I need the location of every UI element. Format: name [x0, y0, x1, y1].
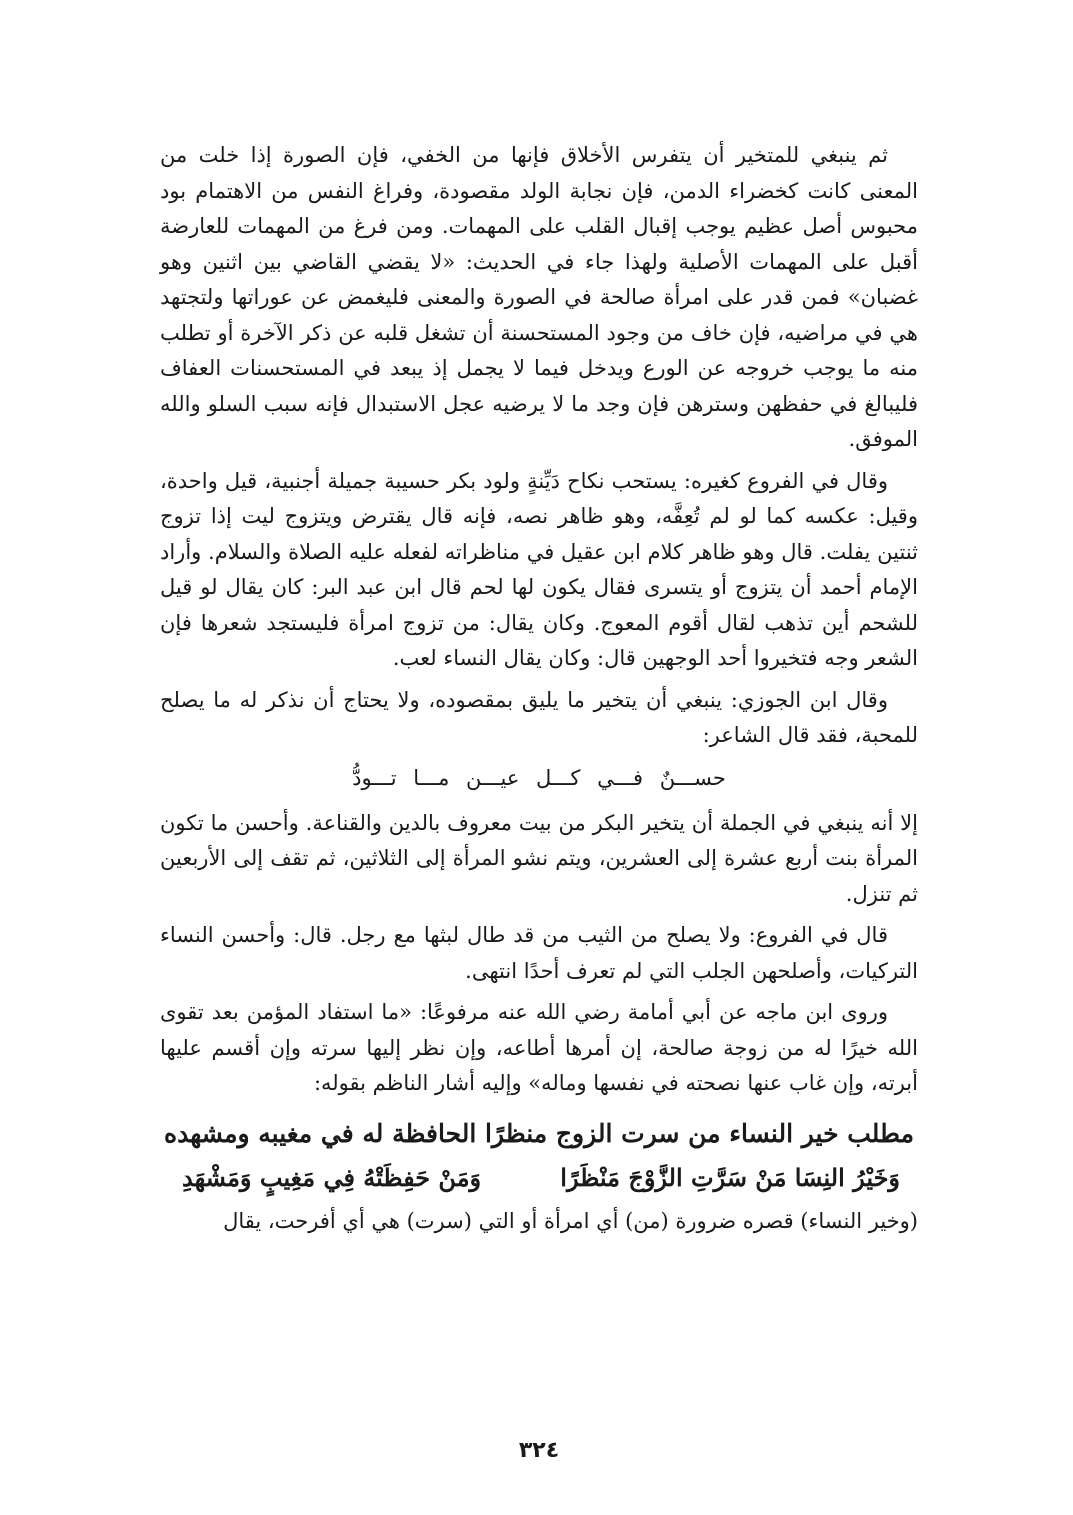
paragraph-furu-quote: وقال في الفروع كغيره: يستحب نكاح دَيِّنةٍ ولود بكر حسيبة جميلة أجنبية، قيل واحدة، وقيل: عكسه كما لو لم تُعِفَّه، وهو ظاهر نصه، فإنه قال يقترض ويتزوج ليت إذا تزوج ثنتين يفلت. قال وهو ظاهر كلام ابن عقيل في مناظراته لفعله عليه الصلاة والسلام. وأراد الإمام أحمد أن يتزوج أو يتسرى فقال يكون لها لحم قال ابن عبد البر: كان يقال لو قيل للشحم أين تذهب لقال أقوم المعوج. وكان يقال: من تزوج امرأة فليستجد شعرها فإن الشعر وجه فتخيروا أحد الوجهين قال: وكان يقال النساء لعب.	[160, 468, 918, 670]
section-heading: مطلب خير النساء من سرت الزوج منظرًا الحافظة له في مغيبه ومشهده	[164, 1118, 914, 1148]
poetry-verse: حســـنٌ فـــي كـــل عيـــن مـــا تـــودُّ	[352, 765, 726, 790]
paragraph-character-choice: ثم ينبغي للمتخير أن يتفرس الأخلاق فإنها من الخفي، فإن الصورة إذا خلت من المعنى كانت كخضراء الدمن، فإن نجابة الولد مقصودة، وفراغ النفس من الاهتمام بود محبوس أصل عظيم يوجب إقبال القلب على المهمات. ومن فرغ من المهمات للعارضة أقبل على المهمات الأصلية ولهذا جاء في الحديث: «لا يقضي القاضي بين اثنين وهو غضبان» فمن قدر على امرأة صالحة في الصورة والمعنى فليغمض عن عوراتها ولتجتهد هي في مراضيه، فإن خاف من وجود المستحسنة أن تشغل قلبه عن ذكر الآخرة أو تطلب منه ما يوجب خروجه عن الورع ويدخل فيما لا يجمل إذ يبعد في المستحسنات العفاف فليبالغ في حفظهن وسترهن فإن وجد ما لا يرضيه عجل الاستبدال فإنه سبب السلو والله الموفق.	[160, 143, 918, 451]
paragraph-ibn-al-jawzi: وقال ابن الجوزي: ينبغي أن يتخير ما يليق بمقصوده، ولا يحتاج أن نذكر له ما يصلح للمحبة، فقد قال الشاعر:	[160, 687, 918, 747]
paragraph-choosing-virgin: إلا أنه ينبغي في الجملة أن يتخير البكر من بيت معروف بالدين والقناعة. وأحسن ما تكون المرأة بنت أربع عشرة إلى العشرين، ويتم نشو المرأة إلى الثلاثين، ثم تقف إلى الأربعين ثم تنزل.	[160, 810, 918, 906]
poem-first-hemistich: وَخَيْرُ النِسَا مَنْ سَرَّتِ الزَّوْجَ مَنْظَرًا	[560, 1162, 900, 1192]
document-page	[160, 138, 918, 1498]
commentary-line: (وخير النساء) قصره ضرورة (من) أي امرأة أو التي (سرت) هي أي أفرحت، يقال	[223, 1208, 918, 1233]
poem-second-hemistich: وَمَنْ حَفِظَتْهُ فِي مَغِيبٍ وَمَشْهَدِ	[182, 1162, 482, 1192]
paragraph-furu-thayyib: قال في الفروع: ولا يصلح من الثيب من قد طال لبثها مع رجل. قال: وأحسن النساء التركيات، وأصلحهن الجلب التي لم تعرف أحدًا انتهى.	[160, 923, 918, 983]
page-number: ٣٢٤	[518, 1438, 560, 1463]
poem-line	[160, 1156, 918, 1200]
paragraph-ibn-majah-hadith: وروى ابن ماجه عن أبي أمامة رضي الله عنه مرفوعًا: «ما استفاد المؤمن بعد تقوى الله خيرًا له من زوجة صالحة، إن أمرها أطاعه، وإن نظر إليها سرته وإن أقسم عليها أبرته، وإن غاب عنها نصحته في نفسها وماله» وإليه أشار الناظم بقوله:	[160, 1000, 918, 1095]
